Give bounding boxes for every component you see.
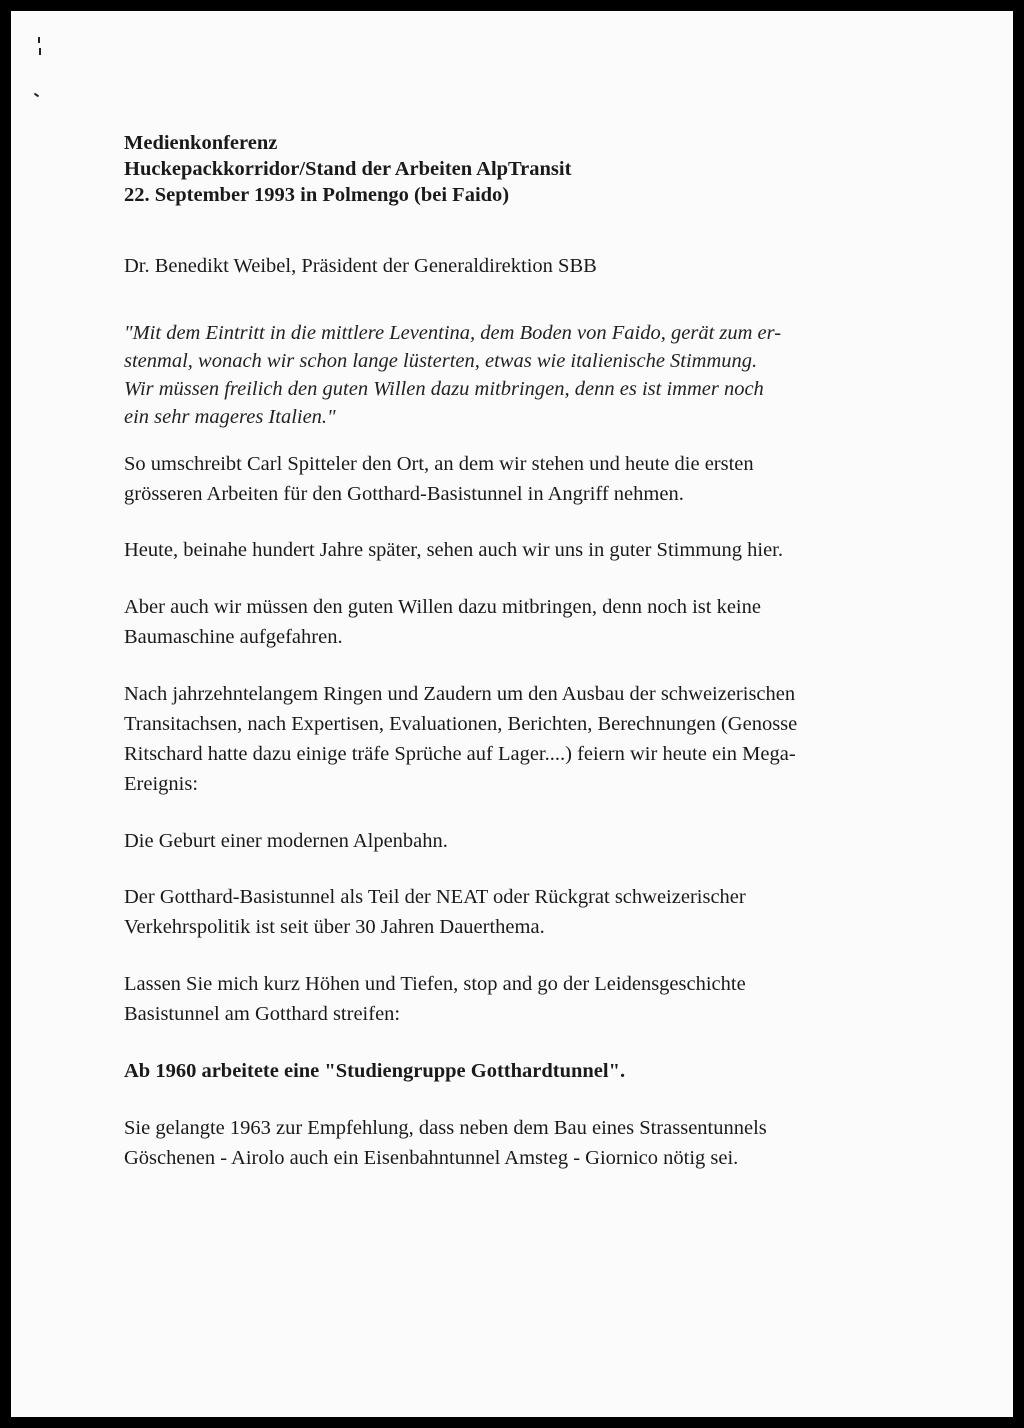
section-heading: Ab 1960 arbeitete eine "Studiengruppe Gotthardtunnel". <box>124 1060 626 1082</box>
quote-line: "Mit dem Eintritt in die mittlere Leventina, dem Boden von Faido, gerät zum er- <box>124 322 782 344</box>
paragraph-line: grösseren Arbeiten für den Gotthard-Basistunnel in Angriff nehmen. <box>124 483 684 505</box>
scan-mark <box>34 93 39 98</box>
header-date: 22. September 1993 in Polmengo (bei Faido) <box>124 184 510 206</box>
speaker-line: Dr. Benedikt Weibel, Präsident der Generaldirektion SBB <box>124 255 597 277</box>
paragraph-line: Göschenen - Airolo auch ein Eisenbahntunnel Amsteg - Giornico nötig sei. <box>124 1147 739 1169</box>
quote-line: stenmal, wonach wir schon lange lüsterten, etwas wie italienische Stimmung. <box>124 350 758 372</box>
paragraph-line: Basistunnel am Gotthard streifen: <box>124 1003 401 1025</box>
paragraph-line: Die Geburt einer modernen Alpenbahn. <box>124 830 448 852</box>
paragraph-line: Nach jahrzehntelangem Ringen und Zaudern um den Ausbau der schweizerischen <box>124 683 796 705</box>
header-title: Medienkonferenz <box>124 132 278 154</box>
paragraph-line: Transitachsen, nach Expertisen, Evaluationen, Berichten, Berechnungen (Genosse <box>124 713 798 735</box>
scan-mark <box>38 37 40 43</box>
quote-line: Wir müssen freilich den guten Willen dazu mitbringen, denn es ist immer noch <box>124 378 764 400</box>
paragraph-line: Aber auch wir müssen den guten Willen dazu mitbringen, denn noch ist keine <box>124 596 761 618</box>
document-page <box>11 11 1013 1417</box>
quote-line: ein sehr mageres Italien." <box>124 406 336 428</box>
paragraph-line: Verkehrspolitik ist seit über 30 Jahren Dauerthema. <box>124 916 545 938</box>
paragraph-line: Heute, beinahe hundert Jahre später, sehen auch wir uns in guter Stimmung hier. <box>124 539 783 561</box>
paragraph-line: So umschreibt Carl Spitteler den Ort, an dem wir stehen und heute die ersten <box>124 453 754 475</box>
paragraph-line: Baumaschine aufgefahren. <box>124 626 343 648</box>
paragraph-line: Lassen Sie mich kurz Höhen und Tiefen, stop and go der Leidensgeschichte <box>124 973 746 995</box>
scan-mark <box>39 48 41 55</box>
paragraph-line: Ritschard hatte dazu einige träfe Sprüche auf Lager....) feiern wir heute ein Mega- <box>124 743 796 765</box>
paragraph-line: Ereignis: <box>124 773 199 795</box>
paragraph-line: Der Gotthard-Basistunnel als Teil der NEAT oder Rückgrat schweizerischer <box>124 886 746 908</box>
paragraph-line: Sie gelangte 1963 zur Empfehlung, dass neben dem Bau eines Strassentunnels <box>124 1117 767 1139</box>
header-subtitle: Huckepackkorridor/Stand der Arbeiten AlpTransit <box>124 158 572 180</box>
